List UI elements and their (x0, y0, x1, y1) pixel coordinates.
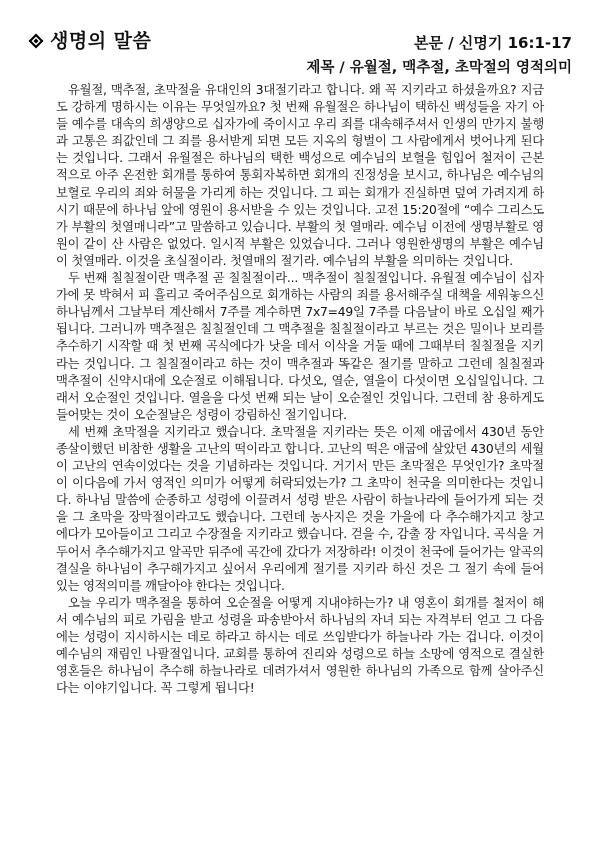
paragraph-tabernacles: 세 번째 초막절을 지키라고 했습니다. 초막절을 지키라는 뜻은 이제 애굽에서 430년 동안 종살이했던 비참한 생활을 고난의 떡이라고 합니다. 고난의 떡은 애굽에 살았던 430년의 세월이 고난의 연속이었다는 것을 기념하라는 것입니다. 거기서 만든 초막절은 무엇인가? 초막절이 이다음에 가서 영적인 의미가 어떻게 허락되었는가? 그 초막이 천국을 의미한다는 것입니다. 하나님 말씀에 순종하고 성령에 이끌려서 성령 받은 사람이 하늘나라에 들어가게 되는 것을 그 초막을 장막절이라고도 했습니다. 그런데 농사지은 것을 가을에 다 추수해가지고 창고에다가 모아들이고 그리고 수장절을 지키라고 했습니다. 걷을 수, 감출 장 자입니다. 곡식을 거두어서 추수해가지고 알곡만 뒤주에 곡간에 갔다가 저장하라! 이것이 천국에 들어가는 알곡의 결실을 하나님이 추구해가지고 싶어서 우리에게 절기를 지키라 하신 것은 그 절기 속에 들어있는 영적의미를 깨달아야 한다는 것입니다. (56, 424, 544, 593)
scripture-reference: 본문 / 신명기 16:1-17 (413, 34, 572, 52)
page-header (28, 30, 572, 54)
paragraph-pentecost: 두 번째 칠칠절이란 맥추절 곧 칠칠절이라... 맥추절이 칠칠절입니다. 유월절 예수님이 십자가에 못 박혀서 피 흘리고 죽어주심으로 회개하는 사람의 죄를 용서해주실 대책을 세워놓으신 하나님께서 그날부터 계산해서 7주를 계수하면 7x7=49일 7주를 다음날이 바로 오십일 째가 됩니다. 그러니까 맥추절은 칠칠절인데 그 맥추절을 칠칠절이라고 부르는 것은 밀이나 보리를 추수하기 시작할 때 첫 번째 곡식에다가 낫을 데서 이삭을 거둘 때에 그때부터 칠칠절을 지키라는 것입니다. 그 칠칠절이라고 하는 것이 맥추절과 똑같은 절기를 말하고 그런데 칠칠절과 맥추절이 신약시대에 오순절로 이해됩니다. 다섯오, 열순, 열을이 다섯이면 오십일입니다. 그래서 오순절인 것입니다. 열을을 다섯 번째 되는 날이 오순절인 것입니다. 그런데 참 용하게도 들어맞는 것이 오순절날은 성령이 강림하신 절기입니다. (56, 271, 544, 422)
paragraph-passover: 유월절, 맥추절, 초막절을 유대인의 3대절기라고 합니다. 왜 꼭 지키라고 하셨을까요? 지금도 강하게 명하시는 이유는 무엇일까요? 첫 번째 유월절은 하나님이 택하신 백성들을 자기 아들 예수를 대속의 희생양으로 십자가에 죽이시고 우리 죄를 대속해주셔서 인생의 만가지 불행과 고통은 죄값인데 그 죄를 용서받게 되면 모든 지옥의 형벌이 그 사람에게서 벗어나게 된다는 것입니다. 그래서 유월절은 하나님의 택한 백성으로 예수님의 보혈을 힘입어 철저이 근본적으로 아주 온전한 회개를 통하여 통회자복하면 회개의 진정성을 보시고, 하나님은 예수님의 보혈로 우리의 죄와 허물을 가리게 하는 것입니다. 그 피는 회개가 진실하면 덮여 가려지게 하시기 때문에 하나님 앞에 영원이 용서받을 수 있는 것입니다. 고전 15:20절에 “예수 그리스도가 부활의 첫열매니라”고 말씀하고 있습니다. 부활의 첫 열매라. 예수님 이전에 생명부활로 영원이 같이 산 사람은 없었다. 일시적 부활은 있었습니다. 그러나 영원한생명의 부활은 예수님이 첫열매라. 이것을 초실절이라. 첫열매의 절기라. 예수님의 부활을 의미하는 것입니다. (56, 83, 544, 268)
diamond-bullet-icon (28, 33, 44, 49)
page-title: 생명의 말씀 (50, 30, 152, 52)
paragraph-conclusion: 오늘 우리가 맥추절을 통하여 오순절을 어떻게 지내야하는가? 내 영혼이 회개를 철저이 해서 예수님의 피로 가림을 받고 성령을 파송받아서 하나님의 자녀 되는 자격부터 얻고 그 다음에는 성령이 지시하시는 데로 하라고 하시는 데로 쓰임받다가 하늘나라 가는 겁니다. 이것이 예수님의 재림인 나팔절입니다. 교회를 통하여 진리와 성령으로 하늘 소망에 영적으로 결실한 영혼들은 하나님이 추수해 하늘나라로 데려가셔서 영원한 하나님의 가족으로 함께 살아주신다는 이야기입니다. 꼭 그렇게 됩니다! (56, 595, 544, 696)
sermon-subtitle: 제목 / 유월절, 맥추절, 초막절의 영적의미 (306, 60, 572, 76)
sermon-body (56, 82, 544, 697)
